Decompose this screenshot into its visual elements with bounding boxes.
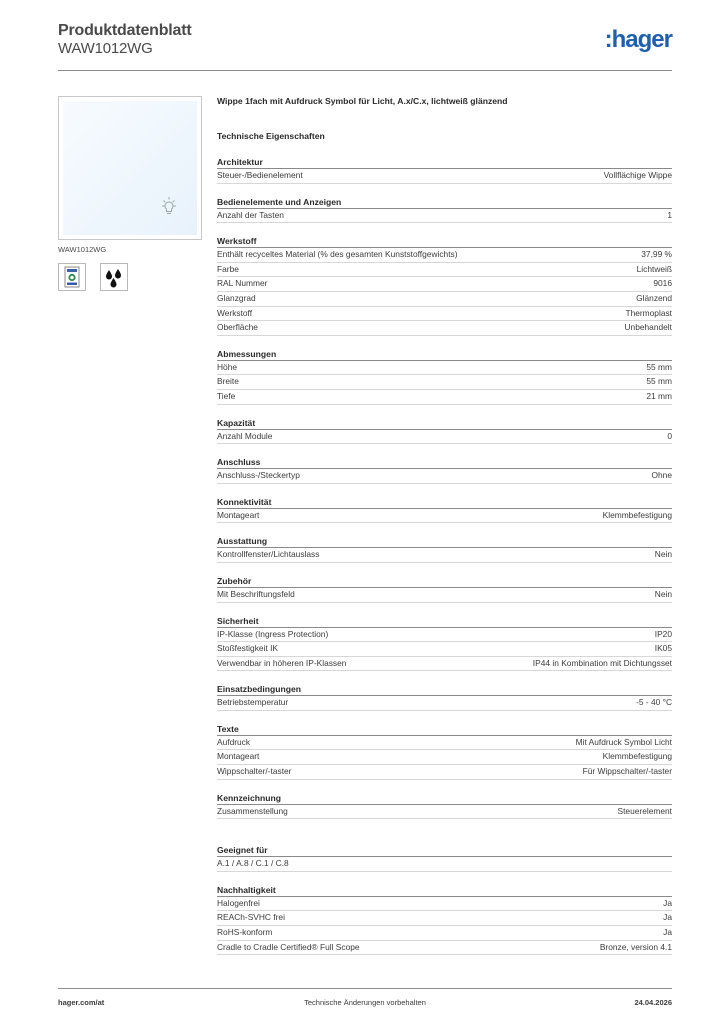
- spec-label: Betriebstemperatur: [217, 697, 289, 708]
- spec-row: [217, 307, 672, 322]
- product-image: [58, 96, 202, 240]
- spec-label: Glanzgrad: [217, 292, 256, 303]
- spec-value: IP44 in Kombination mit Dichtungsset: [532, 657, 672, 668]
- spec-label: Breite: [217, 376, 239, 387]
- spec-section: [217, 495, 672, 524]
- spec-value: Thermoplast: [625, 307, 672, 318]
- section-title: Texte: [217, 722, 672, 736]
- spec-row: [217, 857, 672, 872]
- spec-value: Lichtweiß: [636, 263, 672, 274]
- spec-section: [217, 347, 672, 405]
- water-drops-icon: [100, 263, 128, 291]
- spec-row: [217, 750, 672, 765]
- section-title: Kapazität: [217, 416, 672, 430]
- spec-row: [217, 390, 672, 405]
- certification-badges: [58, 263, 202, 291]
- spec-value: 37,99 %: [641, 249, 672, 260]
- spec-section: [217, 195, 672, 224]
- spec-value: IP20: [654, 628, 672, 639]
- spec-row: [217, 469, 672, 484]
- document-title: Produktdatenblatt: [58, 22, 192, 39]
- spec-label: Kontrollfenster/Lichtauslass: [217, 549, 320, 560]
- spec-value: 55 mm: [646, 361, 672, 372]
- spec-value: Ja: [663, 897, 672, 908]
- spec-label: Montageart: [217, 751, 260, 762]
- section-title: Architektur: [217, 155, 672, 169]
- footer-website: hager.com/at: [58, 998, 105, 1007]
- footer-disclaimer: Technische Änderungen vorbehalten: [304, 998, 426, 1007]
- spec-value: 1: [667, 209, 672, 220]
- spec-label: Werkstoff: [217, 307, 253, 318]
- spec-label: Montageart: [217, 509, 260, 520]
- spec-section: [217, 682, 672, 711]
- spec-row: [217, 375, 672, 390]
- spec-label: Stoßfestigkeit IK: [217, 643, 278, 654]
- spec-section: [217, 843, 672, 872]
- spec-value: Klemmbefestigung: [602, 509, 672, 520]
- spec-value: Nein: [654, 588, 672, 599]
- section-title: Anschluss: [217, 455, 672, 469]
- spec-label: Höhe: [217, 361, 238, 372]
- spec-label: Wippschalter/-taster: [217, 766, 292, 777]
- spec-row: [217, 588, 672, 603]
- spec-value: Klemmbefestigung: [602, 751, 672, 762]
- spec-row: [217, 765, 672, 780]
- spec-label: RAL Nummer: [217, 278, 268, 289]
- spec-value: Unbehandelt: [624, 322, 672, 333]
- spec-label: RoHS-konform: [217, 927, 273, 938]
- spec-label: Tiefe: [217, 390, 236, 401]
- spec-section: [217, 534, 672, 563]
- spec-label: Halogenfrei: [217, 897, 260, 908]
- spec-section: [217, 234, 672, 336]
- spec-section: [217, 883, 672, 955]
- spec-row: [217, 657, 672, 672]
- spec-row: [217, 430, 672, 445]
- spec-value: Ja: [663, 912, 672, 923]
- section-title: Einsatzbedingungen: [217, 682, 672, 696]
- spec-section: [217, 614, 672, 672]
- spec-value: Steuerelement: [617, 805, 672, 816]
- spec-value: 9016: [653, 278, 672, 289]
- epd-certificate-icon: [58, 263, 86, 291]
- spec-label: Mit Beschriftungsfeld: [217, 588, 295, 599]
- spec-label: Steuer-/Bedienelement: [217, 170, 303, 180]
- spec-label: Anzahl der Tasten: [217, 209, 284, 220]
- spec-value: -5 - 40 °C: [636, 697, 672, 708]
- spec-section: [217, 574, 672, 603]
- spec-row: [217, 897, 672, 912]
- spec-value: Glänzend: [636, 292, 672, 303]
- spec-section: [217, 791, 672, 820]
- spec-value: IK05: [654, 643, 672, 654]
- spec-row: [217, 941, 672, 956]
- section-title: Bedienelemente und Anzeigen: [217, 195, 672, 209]
- spec-label: Aufdruck: [217, 736, 251, 747]
- spec-label: REACh-SVHC frei: [217, 912, 285, 923]
- spec-value: 55 mm: [646, 376, 672, 387]
- spec-row: [217, 911, 672, 926]
- spec-label: Enthält recyceltes Material (% des gesamten Kunststoffgewichts): [217, 249, 458, 260]
- spec-value: 21 mm: [646, 390, 672, 401]
- technical-properties-title: Technische Eigenschaften: [217, 131, 325, 141]
- hager-logo: :hager: [604, 26, 672, 53]
- spec-value: Vollflächige Wippe: [603, 170, 672, 180]
- spec-label: Verwendbar in höheren IP-Klassen: [217, 657, 347, 668]
- page-header: [58, 22, 672, 71]
- spec-label: A.1 / A.8 / C.1 / C.8: [217, 858, 289, 869]
- footer-date: 24.04.2026: [634, 998, 672, 1007]
- product-description: Wippe 1fach mit Aufdruck Symbol für Licht, A.x/C.x, lichtweiß glänzend: [217, 96, 508, 106]
- spec-label: Oberfläche: [217, 322, 258, 333]
- spec-value: Nein: [654, 549, 672, 560]
- spec-row: [217, 361, 672, 376]
- spec-row: [217, 628, 672, 643]
- spec-row: [217, 277, 672, 292]
- spec-value: Bronze, version 4.1: [599, 941, 672, 952]
- spec-value: Für Wippschalter/-taster: [582, 766, 672, 777]
- spec-value: 0: [667, 430, 672, 441]
- image-caption: WAW1012WG: [58, 245, 107, 254]
- spec-row: [217, 292, 672, 307]
- spec-section: [217, 722, 672, 780]
- section-title: Nachhaltigkeit: [217, 883, 672, 897]
- spec-label: Anzahl Module: [217, 430, 273, 441]
- product-image-column: [58, 96, 202, 291]
- spec-row: [217, 548, 672, 563]
- spec-row: [217, 209, 672, 224]
- spec-label: Zusammenstellung: [217, 805, 288, 816]
- spec-label: Cradle to Cradle Certified® Full Scope: [217, 941, 360, 952]
- section-title: Geeignet für: [217, 843, 672, 857]
- specification-sections: [217, 155, 672, 955]
- specification-column: [217, 96, 672, 955]
- spec-row: [217, 926, 672, 941]
- spec-section: [217, 455, 672, 484]
- spec-value: Ja: [663, 927, 672, 938]
- spec-section: [217, 155, 672, 184]
- section-title: Abmessungen: [217, 347, 672, 361]
- spec-row: [217, 509, 672, 524]
- section-title: Werkstoff: [217, 234, 672, 248]
- spec-label: Anschluss-/Steckertyp: [217, 470, 300, 481]
- light-bulb-icon: [157, 195, 181, 219]
- spec-label: IP-Klasse (Ingress Protection): [217, 628, 329, 639]
- spec-section: [217, 416, 672, 445]
- page-footer: [58, 988, 672, 1007]
- spec-row: [217, 263, 672, 278]
- spec-label: Farbe: [217, 263, 239, 274]
- section-title: Konnektivität: [217, 495, 672, 509]
- section-title: Zubehör: [217, 574, 672, 588]
- spec-row: [217, 696, 672, 711]
- spec-value: Ohne: [651, 470, 672, 481]
- spec-row: [217, 805, 672, 820]
- section-title: Sicherheit: [217, 614, 672, 628]
- section-title: Ausstattung: [217, 534, 672, 548]
- spec-row: [217, 736, 672, 751]
- spec-row: [217, 642, 672, 657]
- spec-row: [217, 321, 672, 336]
- spec-row: [217, 169, 672, 184]
- section-title: Kennzeichnung: [217, 791, 672, 805]
- spec-value: Mit Aufdruck Symbol Licht: [575, 736, 672, 747]
- spec-row: [217, 248, 672, 263]
- product-code: WAW1012WG: [58, 40, 153, 57]
